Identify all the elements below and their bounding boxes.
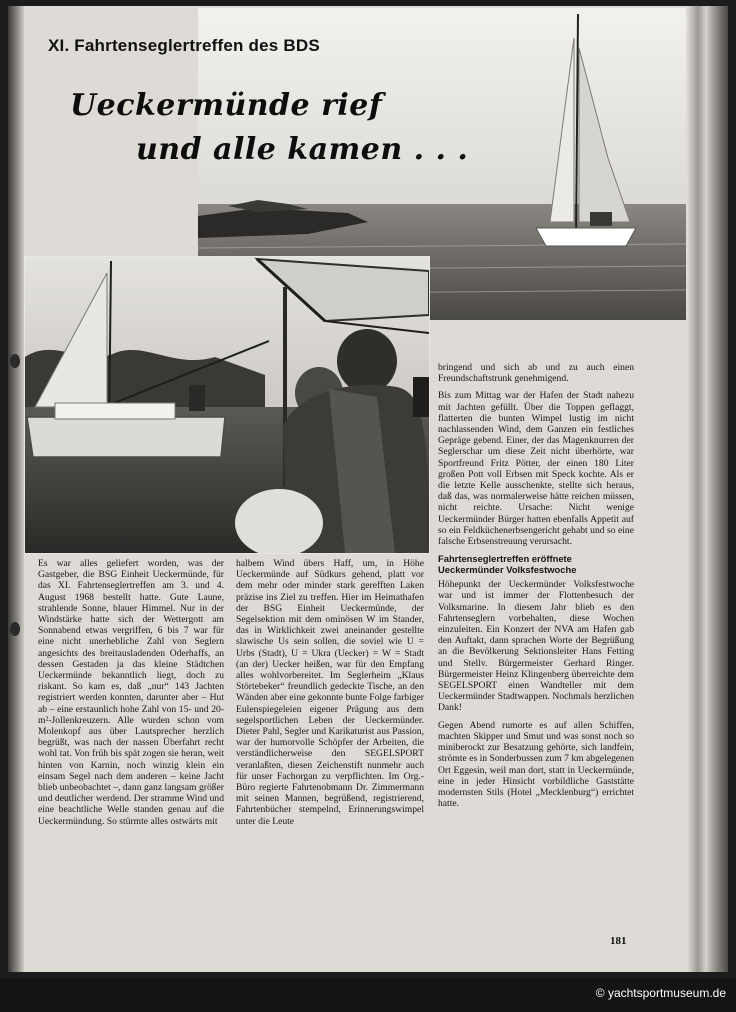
article-kicker: XI. Fahrtenseglertreffen des BDS [48, 36, 320, 55]
punch-hole [10, 354, 20, 368]
column-1-text: Es war alles geliefert worden, was der Gastgeber, die BSG Einheit Ueckermünde, für das XI. Fahrtenseglertreffen am 3. und 4. August 1968 bestellt hatte. Gute Laune, strahlende Sonne, blauer Himmel. Nur in der Windstärke hatte sich der Wettergott am Sonnabend etwas vergriffen, 6 bis 7 war für eine nicht unerhebliche Zahl von Seglern angesichts des breitausladenden Oderhaffs, an dessen Gestaden ja das kleine Städtchen Ueckermünde bekanntlich liegt, doch zu riskant. So kam es, daß „nur“ 143 Jachten registriert werden konnten, darunter aber – Hut ab – eine erstaunlich hohe Zahl von 15- und 20-m²-Jollenkreuzern. Alle wurden schon vom Molenkopf aus über Lautsprecher herzlich begrüßt, was nach der nassen Überfahrt recht wohl tat. Von früh bis spät zogen sie heran, weit hinten von Karnin, noch winzig klein ein einsam Segel nach dem anderen – keine Jacht blieb unbeobachtet –, dann ganz langsam größer und deutlicher werdend. Der stramme Wind und eine beachtliche Welle standen genau auf die Ueckermündung. So stürmte alles ostwärts mit [38, 558, 224, 827]
article-headline-line2: und alle kamen . . . [136, 132, 469, 167]
column-3-paragraph: Gegen Abend rumorte es auf allen Schiffen, machten Skipper und Smut und was sonst noch so miniberockt zur Besatzung gehörte, sich landfein, strömte es in Sonderbussen zum 7 km abgelegenen Ort Eggesin, weil man dort, statt in Ueckermünde, eine in jeder Hinsicht vorbildliche Gaststätte modernsten Stils (Hotel „Mecklenburg“) errichtet hatte. [438, 719, 634, 810]
column-3-paragraph: Höhepunkt der Ueckermünder Volksfestwoche war und ist immer der Flottenbesuch der Volksmarine. In diesem Jahr blieb es den Fahrtenseglern vorbehalten, diese Wochen einzuleiten. Ein Konzert der NVA am Hafen gab den Auftakt, dann sprachen Worte der Begrüßung an die Bevölkerung Sektionsleiter Hans Fetting und Stellv. Bürgermeister Gerhard Ringer. Bürgermeister Heinz Klingenberg überreichte dem SEGELSPORT einen Wandteller mit dem Ueckermünder Stadtwappen. Nochmals herzlichen Dank! [438, 579, 634, 714]
column-3-paragraph: Bis zum Mittag war der Hafen der Stadt nahezu mit Jachten gefüllt. Über die Toppen geflaggt, flatterten die bunten Wimpel lustig im nicht nachlassenden Wind, dem Ganzen ein festliches Gepräge gebend. Einer, der das Magenknurren der Seglerschar um diese Zeit nicht überhörte, war Sportfreund Fritz Pötter, der einen 180 Liter großen Pott voll Erbsen mit Speck kochte. Als er die letzte Kelle ausschenkte, stellte sich heraus, daß das, was normalerweise hätte reichen müssen, nicht reichte. Ursache: Nicht wenige Ueckermünder Bürger hatten ebenfalls Appetit auf so ein Feldküchenerbsengericht gehabt und so eine falsche Erbsenstreuung verursacht. [438, 390, 634, 548]
punch-hole [10, 622, 20, 636]
article-column-3 [438, 362, 634, 815]
section-subheading: Fahrtenseglertreffen eröffnete Ueckermünder Volksfestwoche [438, 553, 577, 576]
watermark-text: © yachtsportmuseum.de [595, 986, 726, 1000]
page-number: 181 [610, 935, 627, 947]
binding-left-edge [8, 6, 24, 972]
column-2-text: halbem Wind übers Haff, um, in Höhe Ueckermünde auf Südkurs gehend, platt vor dem mehr oder minder stark gerefften Laken präzise ins Ziel zu treffen. Hier im Heimathafen der BSG Einheit Ueckermünde, der Segelsektion mit dem ominösen W im Stander, das in Wirklichkeit zwei aneinander gestellte slawische Us sein sollen, die soviel wie U = Urbs (Stadt), U = Ukra (Uecker) = W = Stadt (an der) Uecker heißen, war für den Empfang alles wohlvorbereitet. Im Seglerheim „Klaus Störtebeker“ freundlich gedeckte Tische, an den Wänden aber eine gekonnte bunte Folge farbiger Eulenspiegeleien eigener Prägung aus dem segelsportlichen Leben der Ueckermünder. Dieter Pahl, Segler und Karikaturist aus Passion, war der humorvolle Schöpfer der Arbeiten, die verständlicherweise den SEGELSPORT veranlaßten, diesen Zeichenstift nunmehr auch für unser Fachorgan zu verpflichten. Im Org.-Büro regierte Fahrtenobmann Dr. Zimmermann mit seinen Mannen, begrüßend, registrierend, Fahrtenbücher stempelnd, Erinnerungswimpel unter die Leute [236, 558, 424, 827]
column-3-paragraph: bringend und sich ab und zu auch einen Freundschaftstrunk genehmigend. [438, 362, 634, 385]
page-stack-edge [688, 6, 728, 972]
article-column-2 [236, 558, 424, 833]
harbor-photo [24, 256, 430, 554]
article-column-1 [38, 558, 224, 833]
article-headline-line1: Ueckermünde rief [70, 88, 383, 123]
